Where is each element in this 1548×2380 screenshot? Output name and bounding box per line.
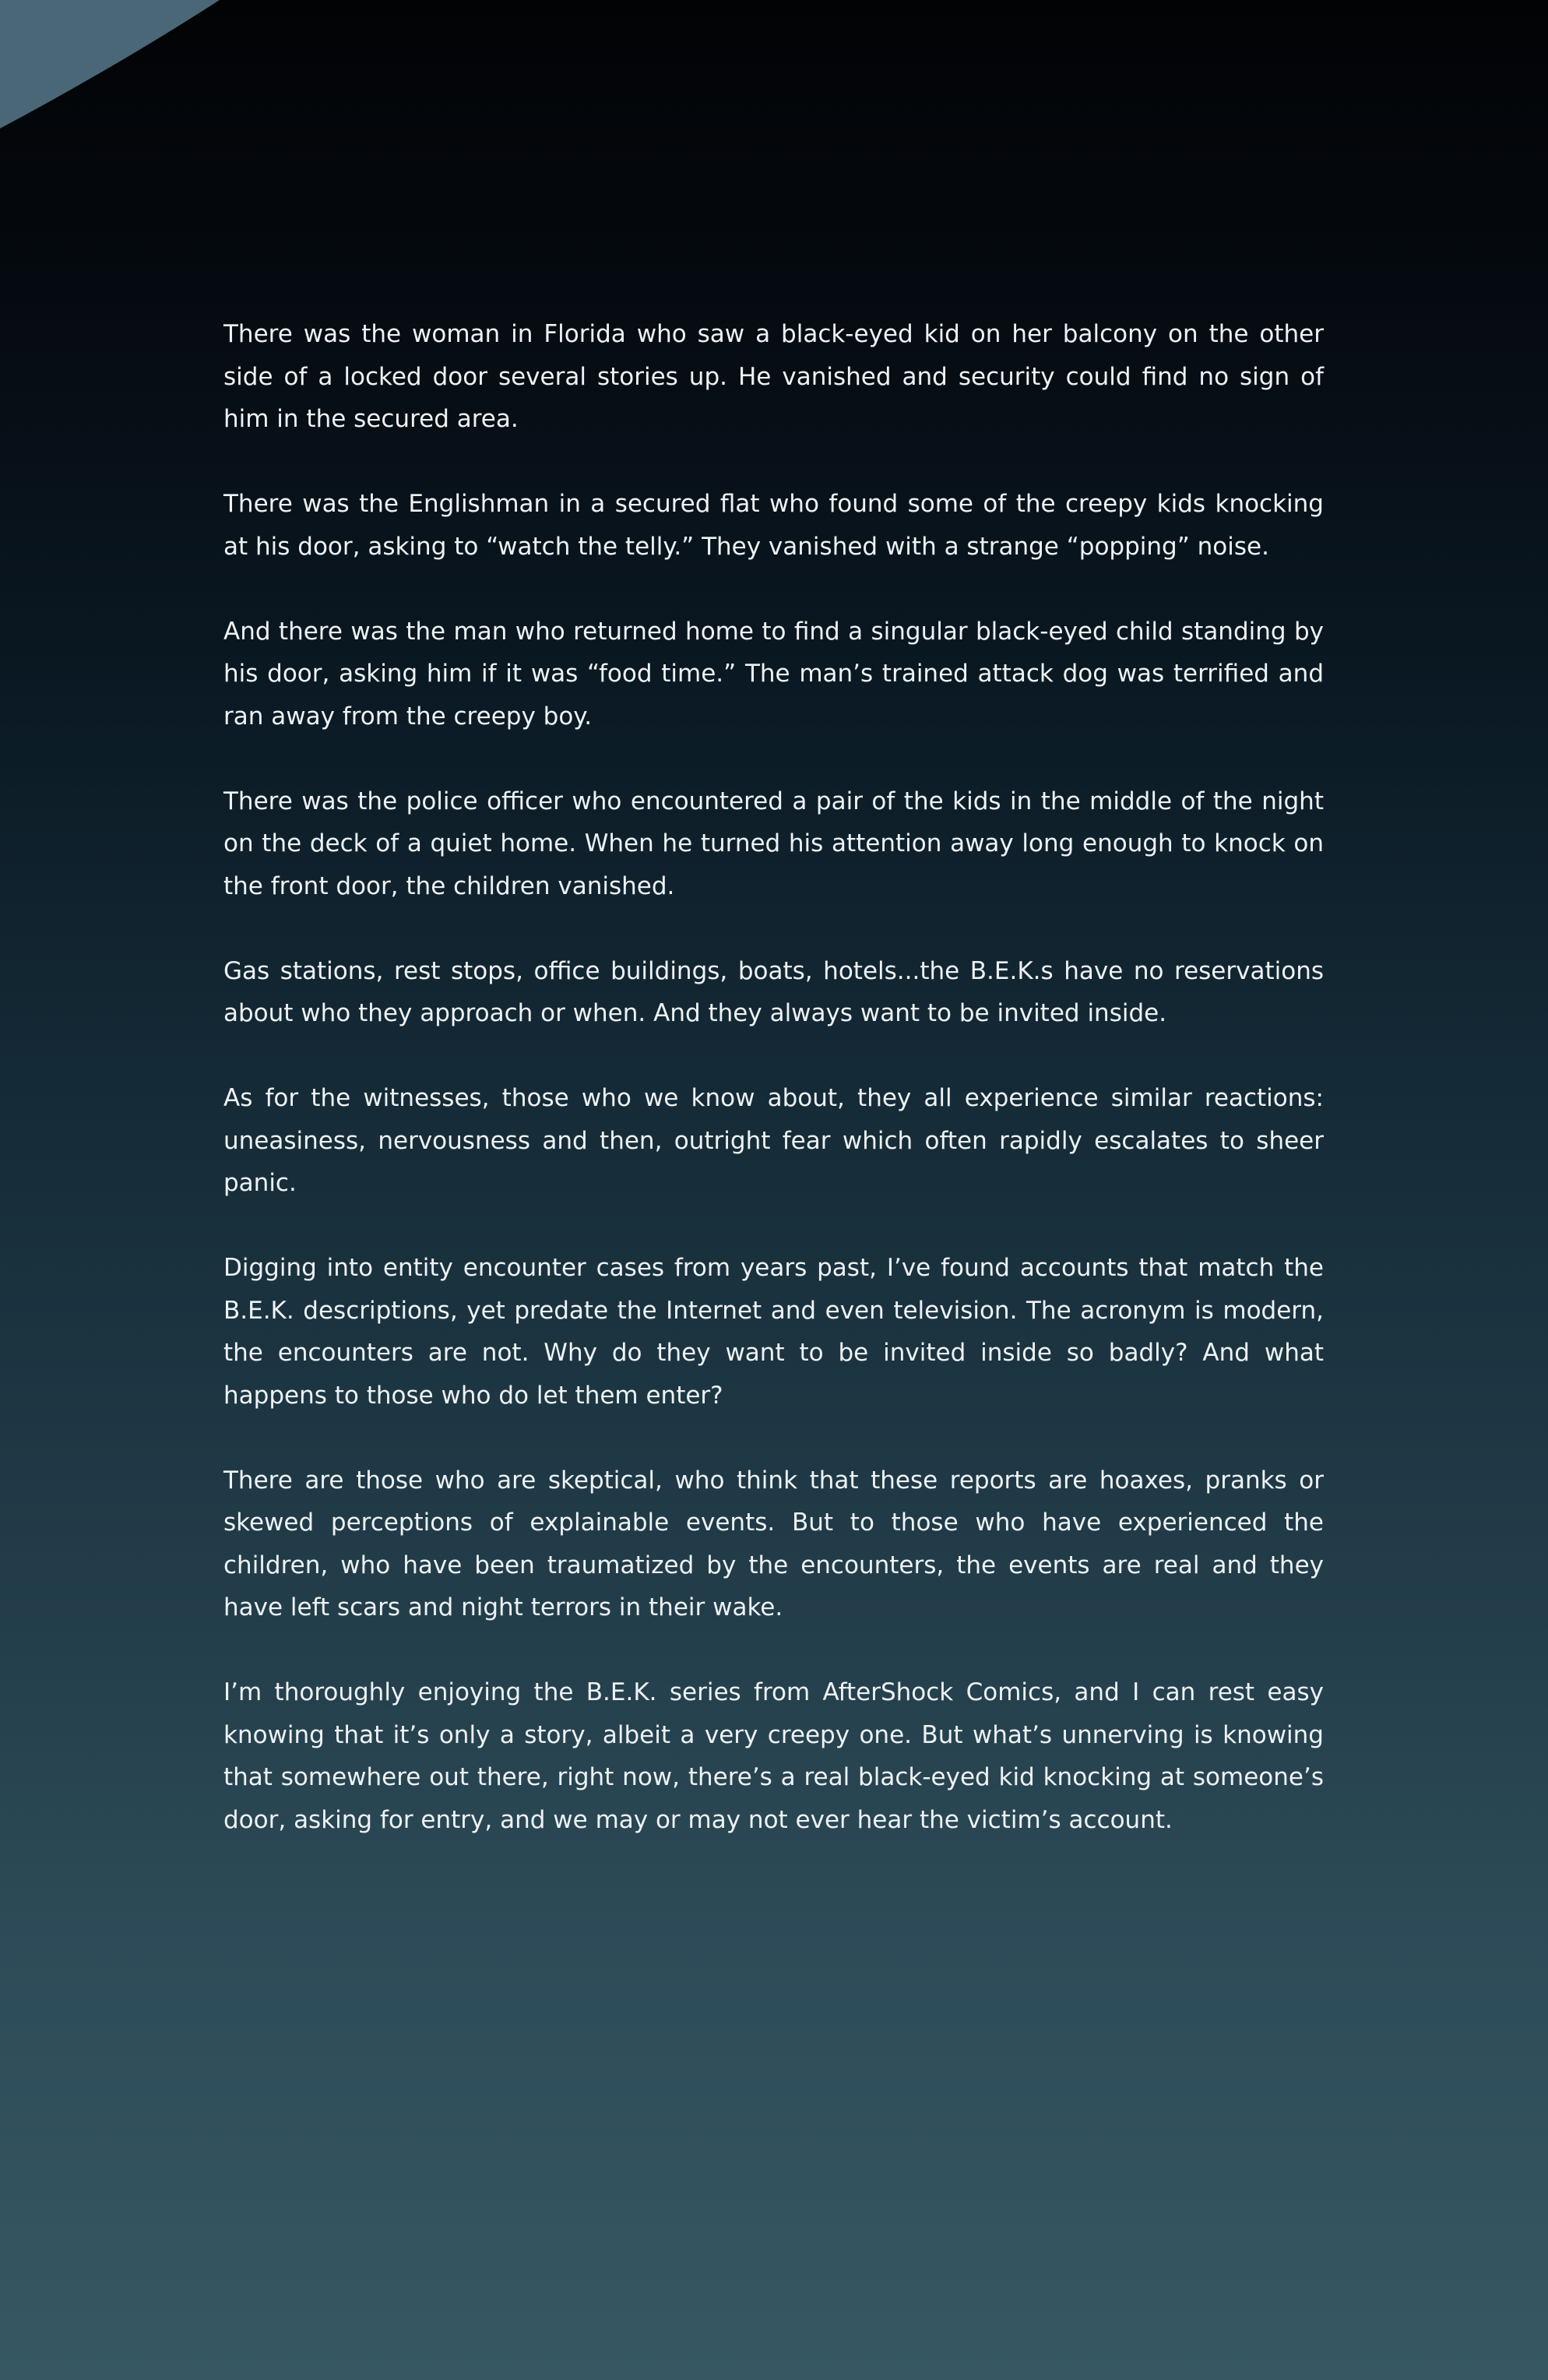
paragraph-witnesses: As for the witnesses, those who we know about, they all experience similar reactions: uneasiness, nervousness and then, outright fear which often rapidly escalates to sheer panic. bbox=[223, 1084, 1324, 1197]
paragraph-florida-woman: There was the woman in Florida who saw a black-eyed kid on her balcony on the other side of a locked door several stories up. He vanished and security could find no sign of him in the secured area. bbox=[223, 320, 1324, 433]
paragraph-conclusion: I’m thoroughly enjoying the B.E.K. series from AfterShock Comics, and I can rest easy knowing that it’s only a story, albeit a very creepy one. But what’s unnerving is knowing that somewhere out there, right now, there’s a real black-eyed kid knocking at someone’s door, asking for entry, and we may or may not ever hear the victim’s account. bbox=[223, 1678, 1324, 1834]
article-body bbox=[223, 313, 1324, 1841]
paragraph-past-cases: Digging into entity encounter cases from years past, I’ve found accounts that match the B.E.K. descriptions, yet predate the Internet and even television. The acronym is modern, the encounters are not. Why do they want to be invited inside so badly? And what happens to those who do let them enter? bbox=[223, 1254, 1324, 1410]
paragraph-skeptics: There are those who are skeptical, who think that these reports are hoaxes, pranks or skewed perceptions of explainable events. But to those who have experienced the children, who have been traumatized by the encounters, the events are real and they have left scars and night terrors in their wake. bbox=[223, 1466, 1324, 1621]
paragraph-food-time: And there was the man who returned home to find a singular black-eyed child standing by his door, asking him if it was “food time.” The man’s trained attack dog was terrified and ran away from the creepy boy. bbox=[223, 617, 1324, 731]
paragraph-locations: Gas stations, rest stops, office buildings, boats, hotels...the B.E.K.s have no reservations about who they approach or when. And they always want to be invited inside. bbox=[223, 956, 1324, 1027]
paragraph-englishman: There was the Englishman in a secured flat who found some of the creepy kids knocking at his door, asking to “watch the telly.” They vanished with a strange “popping” noise. bbox=[223, 490, 1324, 561]
corner-swoosh-graphic bbox=[0, 0, 234, 140]
paragraph-police-officer: There was the police officer who encountered a pair of the kids in the middle of the night on the deck of a quiet home. When he turned his attention away long enough to knock on the front door, the children vanished. bbox=[223, 787, 1324, 900]
